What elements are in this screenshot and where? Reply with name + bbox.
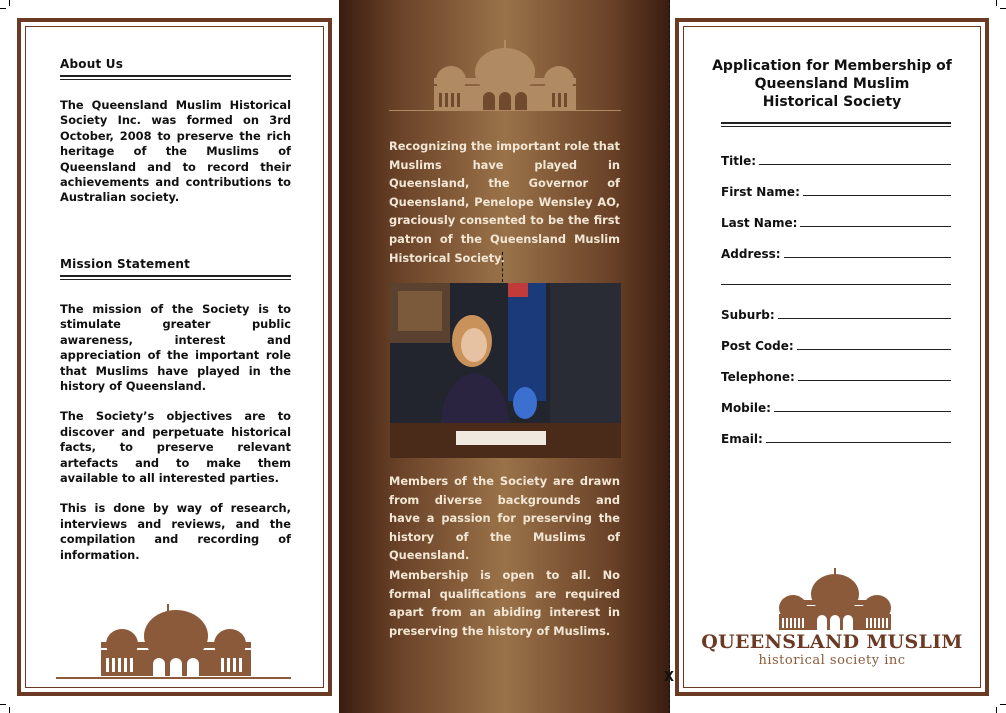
mission-paragraph-2: The Society’s objectives are to discover and perpetuate historical facts, to preserve relevant artefacts and to make them available to all interested parties. (60, 409, 291, 486)
fold-mark: X (664, 670, 675, 685)
email-field[interactable] (721, 430, 951, 446)
logo-name: QUEENSLAND MUSLIM (701, 631, 963, 653)
about-heading: About Us (60, 57, 124, 71)
field-line[interactable] (803, 195, 951, 196)
crop-mark (0, 8, 6, 9)
field-label: Post Code: (721, 339, 794, 353)
heading-rule (60, 75, 291, 80)
fold-line (502, 252, 503, 282)
heading-rule (721, 122, 951, 127)
about-text: The Queensland Muslim Historical Society Inc. was formed on 3rd October, 2008 to preserve the rich heritage of the Muslims of Queensland and to record their achievements and contributions to Australian society. (60, 98, 291, 205)
form-title-line: Queensland Muslim (754, 76, 910, 92)
mission-paragraph-1: The mission of the Society is to stimulate greater public awareness, interest and appreciation of the important role that Muslims have played in the history of Queensland. (60, 302, 291, 394)
field-label: Mobile: (721, 401, 771, 415)
mission-heading: Mission Statement (60, 257, 191, 271)
field-label: Title: (721, 154, 757, 168)
members-text: Members of the Society are drawn from diverse backgrounds and have a passion for preserving the history of the Muslims of Queensland. (389, 474, 620, 563)
field-label: Email: (721, 432, 763, 446)
mosque-logo-icon (56, 600, 291, 680)
heading-rule (60, 275, 291, 280)
mission-paragraph-3: This is done by way of research, interviews and reviews, and the compilation and recording of information. (60, 501, 291, 562)
about-section (60, 57, 291, 206)
title-field[interactable] (721, 152, 951, 168)
field-line[interactable] (797, 349, 951, 350)
field-label: Telephone: (721, 370, 795, 384)
field-label: Last Name: (721, 216, 798, 230)
membership-text: Membership is open to all. No formal qualifications are required apart from an abiding interest in preserving the history of Muslims. (389, 568, 620, 638)
address-line-2[interactable] (721, 284, 951, 285)
post-code-field[interactable] (721, 337, 951, 353)
field-line[interactable] (774, 411, 951, 412)
crop-mark (996, 0, 997, 6)
field-line[interactable] (798, 380, 951, 381)
intro-text: Recognizing the important role that Muslims have played in Queensland, the Governor of Queensland, Penelope Wensley AO, graciously consented to be the first patron of the Queensland Muslim Historical Society. (389, 139, 620, 265)
form-title-line: Historical Society (762, 94, 902, 110)
crop-mark (1000, 704, 1006, 705)
logo-subtitle: historical society inc (758, 653, 906, 668)
form-title (679, 57, 985, 111)
left-panel (17, 18, 332, 696)
last-name-field[interactable] (721, 214, 951, 230)
field-line[interactable] (800, 226, 951, 227)
mosque-logo-icon (765, 568, 905, 632)
field-line[interactable] (759, 164, 951, 165)
crop-mark (9, 0, 10, 6)
fold-line (669, 0, 670, 713)
crop-mark (1000, 8, 1006, 9)
field-line[interactable] (778, 318, 951, 319)
mission-section (60, 257, 291, 563)
governor-photo (390, 283, 621, 458)
field-label: Suburb: (721, 308, 775, 322)
field-label: Address: (721, 247, 781, 261)
telephone-field[interactable] (721, 368, 951, 384)
crop-mark (0, 704, 6, 705)
field-line[interactable] (766, 442, 951, 443)
mosque-logo-icon (389, 38, 621, 112)
crop-mark (996, 707, 997, 713)
address-field[interactable] (721, 245, 951, 261)
middle-panel (339, 0, 670, 713)
suburb-field[interactable] (721, 306, 951, 322)
governor-portrait-image (390, 283, 621, 458)
mobile-field[interactable] (721, 399, 951, 415)
right-panel (675, 18, 989, 696)
first-name-field[interactable] (721, 183, 951, 199)
field-line[interactable] (784, 257, 951, 258)
crop-mark (9, 707, 10, 713)
field-label: First Name: (721, 185, 800, 199)
form-title-line: Application for Membership of (712, 58, 952, 74)
